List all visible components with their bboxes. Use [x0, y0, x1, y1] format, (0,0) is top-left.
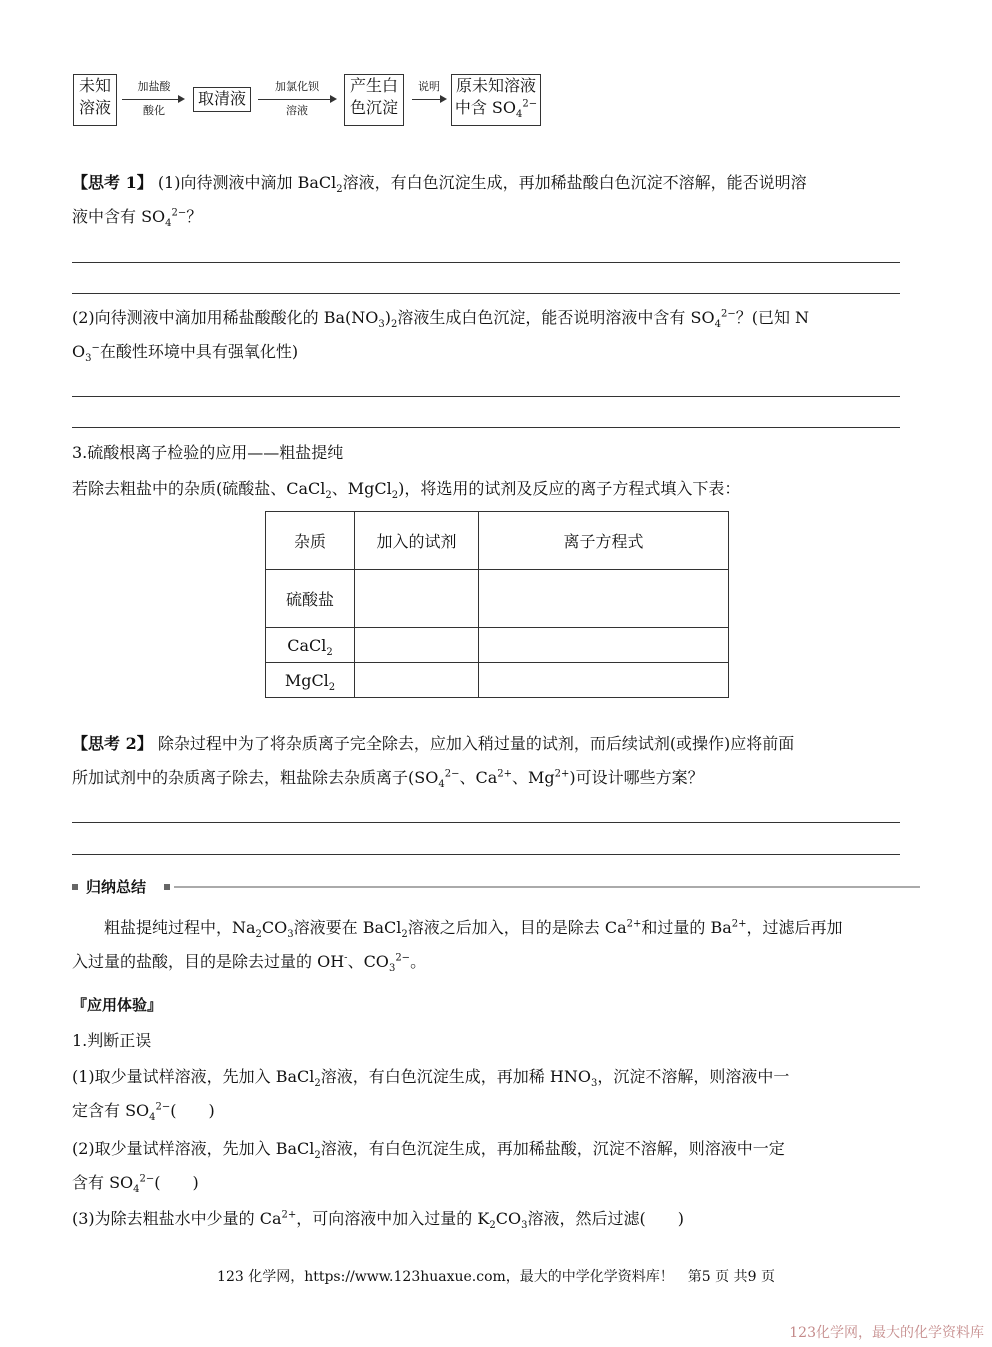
summary-divider: [174, 886, 920, 888]
application-item1: (1)取少量试样溶液，先加入 BaCl$_2$溶液，有白色沉淀生成，再加稀 $HNO_3$，沉淀不溶解，则溶液中一 定含有 $SO_4^{2-}$( ): [72, 1067, 790, 1124]
answer-line-4[interactable]: [72, 427, 900, 428]
table-cell-equation[interactable]: [479, 663, 729, 698]
table-header-row: [266, 512, 729, 570]
table-cell-impurity: MgCl$_2$: [266, 663, 355, 698]
answer-line-6[interactable]: [72, 854, 900, 855]
table-cell-reagent[interactable]: [355, 628, 479, 663]
section3-intro: 若除去粗盐中的杂质(硫酸盐、CaCl$_2$、MgCl$_2$)，将选用的试剂及反应的离子方程式填入下表：: [72, 479, 741, 502]
flow-box-white-precipitate: 产生白 色沉淀: [344, 74, 404, 126]
answer-line-2[interactable]: [72, 293, 900, 294]
application-item2: (2)取少量试样溶液，先加入 BaCl$_2$溶液，有白色沉淀生成，再加稀盐酸，沉淀不溶解，则溶液中一定 含有 $SO_4^{2-}$( ): [72, 1139, 785, 1196]
flow-arrow2-head: [330, 95, 337, 103]
summary-bullet-left: [72, 884, 78, 890]
think1-question2: (2)向待测液中滴加用稀盐酸酸化的 $Ba(NO_3)_2$溶液生成白色沉淀，能否说明溶液中含有 $SO_4^{2-}$？(已知 N $O_3^-$在酸性环境中具有强氧化性): [72, 308, 810, 365]
flow-box-unknown-solution: 未知 溶液: [73, 74, 117, 126]
flow-box-take-clear-liquid: 取清液: [193, 87, 251, 112]
table-header-reagent: 加入的试剂: [355, 512, 479, 570]
flow-arrow1-line: [122, 99, 178, 100]
flow-arrow1-top: 加盐酸: [137, 80, 171, 93]
watermark: 123化学网，最大的化学资料库: [789, 1325, 984, 1341]
think1-label: 【思考 1】: [72, 173, 153, 192]
table-cell-impurity: 硫酸盐: [266, 570, 355, 628]
bracket-open-icon: 『: [72, 996, 88, 1014]
flow-arrow2-bottom: 溶液: [286, 104, 308, 117]
table-row: [266, 628, 729, 663]
flow-arrow1-head: [178, 95, 185, 103]
table-row: [266, 570, 729, 628]
flow-arrow3-line: [412, 99, 440, 100]
think1-question1: 【思考 1】 (1)向待测液中滴加 BaCl$_2$溶液，有白色沉淀生成，再加稀盐酸白色沉淀不溶解，能否说明溶 液中含有 $SO_4^{2-}$？: [72, 173, 807, 230]
page-footer: 123 化学网，https://www.123huaxue.com，最大的中学化学资料库！ 第5 页 共9 页: [217, 1269, 775, 1285]
table-header-equation: 离子方程式: [479, 512, 729, 570]
impurity-table: [265, 511, 729, 698]
table-cell-reagent[interactable]: [355, 570, 479, 628]
think2-label: 【思考 2】: [72, 734, 153, 753]
answer-line-3[interactable]: [72, 396, 900, 397]
application-item3: (3)为除去粗盐水中少量的 $Ca^{2+}$，可向溶液中加入过量的 $K_2CO_3$溶液，然后过滤( ): [72, 1209, 684, 1232]
section3-title: 3.硫酸根离子检验的应用——粗盐提纯: [72, 443, 344, 462]
application-title: 『应用体验』: [72, 996, 163, 1014]
summary-body: 粗盐提纯过程中，$Na_2CO_3$溶液要在 BaCl$_2$溶液之后加入，目的是除去 $Ca^{2+}$和过量的 $Ba^{2+}$，过滤后再加 入过量的盐酸，目的是除去过量的 OH-、$CO_3^{2-}$。: [72, 918, 843, 975]
application-subtitle: 1.判断正误: [72, 1031, 152, 1050]
summary-title: 归纳总结: [86, 878, 147, 896]
flow-arrow2-top: 加氯化钡: [275, 80, 319, 93]
flow-arrow2-line: [258, 99, 330, 100]
table-cell-impurity: CaCl$_2$: [266, 628, 355, 663]
flow-box-conclusion: 原未知溶液 中含 $SO_4^{2-}$: [451, 74, 541, 126]
table-cell-reagent[interactable]: [355, 663, 479, 698]
bracket-close-icon: 』: [147, 996, 163, 1014]
flow-arrow1-bottom: 酸化: [143, 104, 165, 117]
table-row: [266, 663, 729, 698]
answer-line-1[interactable]: [72, 262, 900, 263]
answer-line-5[interactable]: [72, 822, 900, 823]
table-cell-equation[interactable]: [479, 628, 729, 663]
summary-bullet-right: [164, 884, 170, 890]
flow-arrow3-head: [440, 95, 447, 103]
table-header-impurity: 杂质: [266, 512, 355, 570]
summary-header: [72, 878, 922, 896]
flow-arrow3-top: 说明: [418, 80, 440, 93]
table-cell-equation[interactable]: [479, 570, 729, 628]
think2-question: 【思考 2】 除杂过程中为了将杂质离子完全除去，应加入稍过量的试剂，而后续试剂(或操作)应将前面 所加试剂中的杂质离子除去，粗盐除去杂质离子($SO_4^{2-}$、$Ca^{2+}$、$Mg^{2+}$)可设计哪些方案？: [72, 734, 795, 791]
